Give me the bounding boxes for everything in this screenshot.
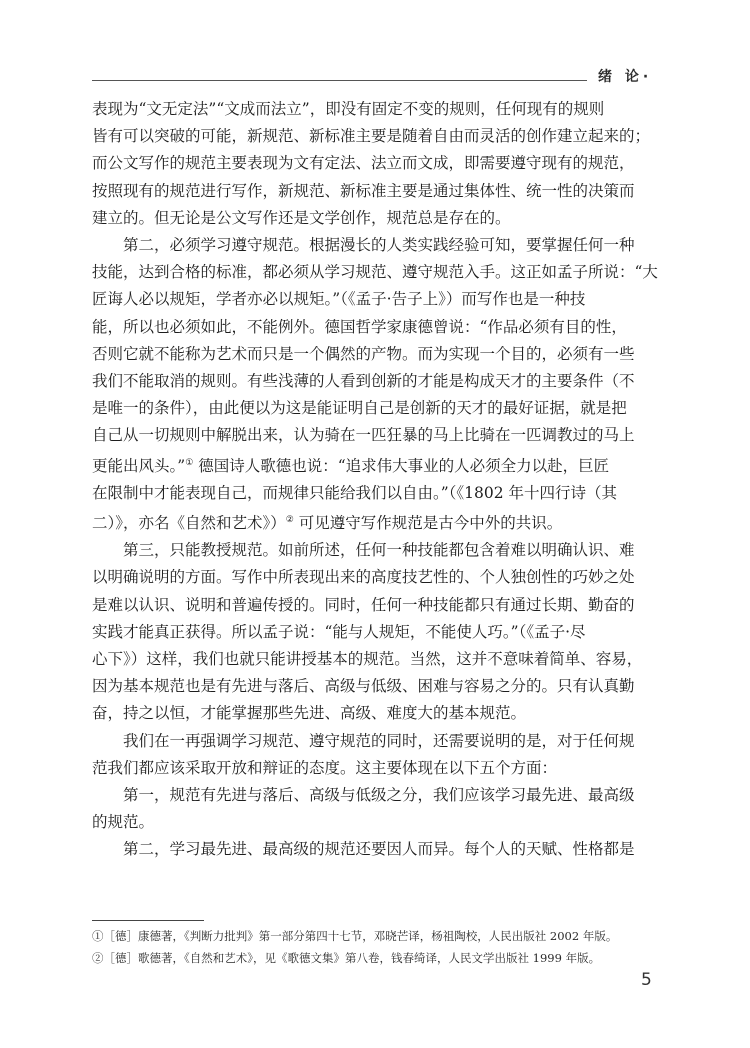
- text-line: 实践才能真正获得。所以孟子说：“能与人规矩，不能使人巧。”（《孟子·尽: [92, 622, 586, 641]
- text-segment: 二）》，亦名《自然和艺术》）: [92, 514, 286, 533]
- text-line: 第一，规范有先进与落后、高级与低级之分，我们应该学习最先进、最高级: [123, 786, 635, 805]
- footnotes: [92, 925, 660, 969]
- footnote-rule: [92, 920, 204, 921]
- text-line: 能，所以也必须如此，不能例外。德国哲学家康德曾说：“作品必须有目的性，: [92, 317, 627, 336]
- text-line: 按照现有的规范进行写作，新规范、新标准主要是通过集体性、统一性的决策而: [92, 181, 635, 200]
- text-line: 技能，达到合格的标准，都必须从学习规范、遵守规范入手。这正如孟子所说：“大: [92, 263, 658, 282]
- text-line: 自己从一切规则中解脱出来，认为骑在一匹狂暴的马上比骑在一匹调教过的马上: [92, 426, 635, 445]
- text-line: 奋，持之以恒，才能掌握那些先进、高级、难度大的基本规范。: [92, 704, 527, 723]
- text-line: 皆有可以突破的可能，新规范、新标准主要是随着自由而灵活的创作建立起来的；: [92, 127, 651, 146]
- text-line: 是难以认识、说明和普遍传授的。同时，任何一种技能都只有通过长期、勤奋的: [92, 595, 635, 614]
- footnote-2: ②［德］歌德著，《自然和艺术》，见《歌德文集》第八卷，钱春绮译，人民文学出版社 1999 年版。: [92, 951, 601, 965]
- text-segment: 可见遵守写作规范是古今中外的共识。: [298, 514, 563, 533]
- text-segment: 更能出风头。”: [92, 456, 186, 475]
- text-line: 我们不能取消的规则。有些浅薄的人看到创新的才能是构成天才的主要条件（不: [92, 372, 635, 391]
- text-line: 匠诲人必以规矩，学者亦必以规矩。”（《孟子·告子上》）而写作也是一种技: [92, 290, 586, 309]
- running-header: 绪 论·: [598, 69, 653, 85]
- text-line: 第二，必须学习遵守规范。根据漫长的人类实践经验可知，要掌握任何一种: [123, 236, 635, 255]
- text-line: 范我们都应该采取开放和辩证的态度。这主要体现在以下五个方面：: [92, 758, 558, 777]
- text-line: 否则它就不能称为艺术而只是一个偶然的产物。而为实现一个目的，必须有一些: [92, 344, 635, 363]
- text-line: 表现为“文无定法”“文成而法立”，即没有固定不变的规则，任何现有的规则: [92, 100, 605, 118]
- text-line: 心下》）这样，我们也就只能讲授基本的规范。当然，这并不意味着简单、容易，: [92, 650, 643, 669]
- text-line: 的规范。: [92, 813, 155, 832]
- body-text: [92, 96, 660, 864]
- text-line: 我们在一再强调学习规范、遵守规范的同时，还需要说明的是，对于任何规: [123, 731, 635, 750]
- text-line: 以明确说明的方面。写作中所表现出来的高度技艺性的、个人独创性的巧妙之处: [92, 568, 635, 587]
- text-line: 因为基本规范也是有先进与落后、高级与低级、困难与容易之分的。只有认真勤: [92, 677, 635, 696]
- page-number: 5: [641, 970, 652, 990]
- text-line: 是唯一的条件），由此便以为这是能证明自己是创新的天才的最好证据，就是把: [92, 399, 627, 418]
- footnote-1: ①［德］康德著，《判断力批判》第一部分第四十七节，邓晓芒译，杨祖陶校，人民出版社 2002 年版。: [92, 929, 618, 943]
- text-line: 建立的。但无论是公文写作还是文学创作，规范总是存在的。: [92, 208, 511, 227]
- text-segment: 德国诗人歌德也说：“追求伟大事业的人必须全力以赴，巨匠: [198, 456, 610, 475]
- footnote-marker: ①: [185, 457, 194, 468]
- text-line-with-footnote: [92, 507, 660, 537]
- header-rule: [92, 80, 587, 81]
- text-line-with-footnote: [92, 450, 660, 480]
- text-line: 而公文写作的规范主要表现为文有定法、法立而文成，即需要遵守现有的规范，: [92, 154, 635, 173]
- text-line: 第三，只能教授规范。如前所述，任何一种技能都包含着难以明确认识、难: [123, 541, 635, 560]
- footnote-marker: ②: [285, 515, 294, 526]
- text-line: 在限制中才能表现自己，而规律只能给我们以自由。”（《1802 年十四行诗（其: [92, 483, 618, 502]
- text-line: 第二，学习最先进、最高级的规范还要因人而异。每个人的天赋、性格都是: [123, 840, 635, 859]
